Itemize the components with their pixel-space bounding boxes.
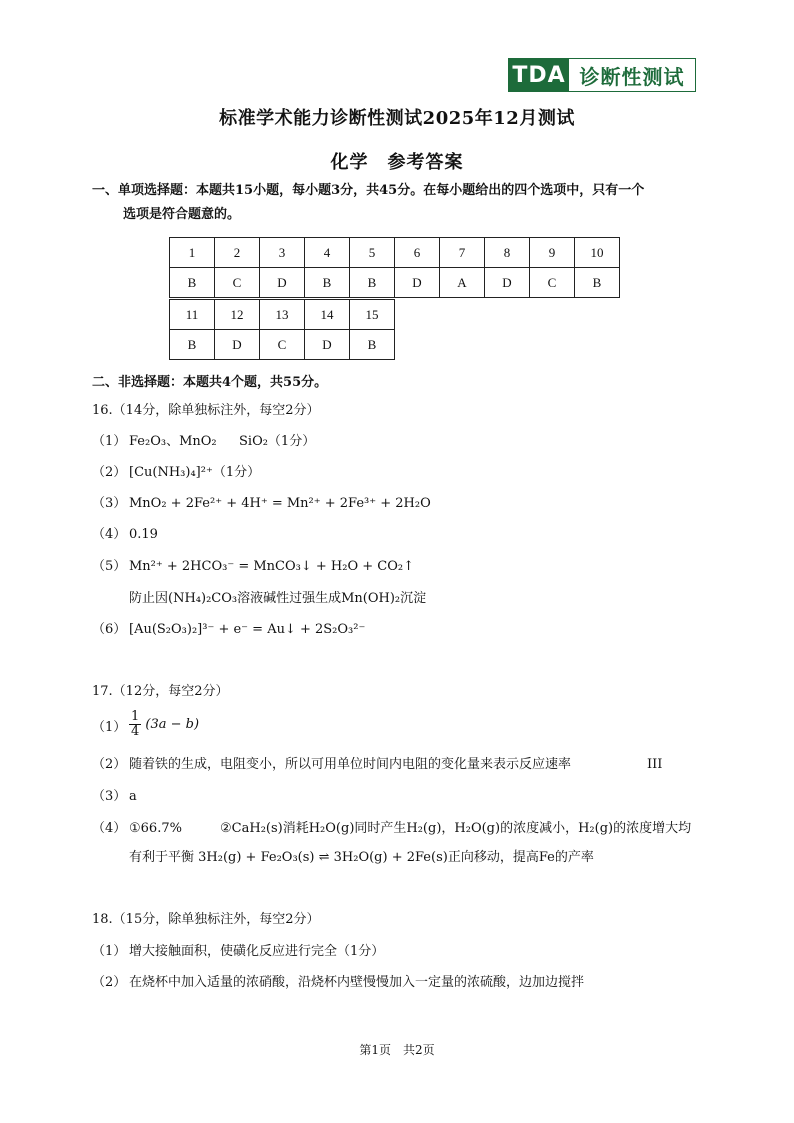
q16-answer-5-note: 防止因(NH₄)₂CO₃溶液碱性过强生成Mn(OH)₂沉淀 bbox=[129, 591, 427, 606]
q17-answer-2: 随着铁的生成，电阻变小，所以可用单位时间内电阻的变化量来表示反应速率 bbox=[129, 757, 572, 772]
fraction-denominator: 4 bbox=[131, 724, 140, 739]
section1-intro-line2: 选项是符合题意的。 bbox=[123, 207, 241, 222]
fraction bbox=[129, 710, 141, 739]
q17-answer-3: a bbox=[129, 789, 137, 804]
table-cell: 14 bbox=[305, 300, 350, 330]
logo-mark: TDA bbox=[509, 59, 569, 91]
q16-heading: 16.（14分，除单独标注外，每空2分） bbox=[92, 403, 320, 418]
table-cell: B bbox=[350, 330, 395, 360]
table-cell: 2 bbox=[215, 238, 260, 268]
table-cell: 4 bbox=[305, 238, 350, 268]
table-cell: 5 bbox=[350, 238, 395, 268]
q18-answer-1: 增大接触面积，使磺化反应进行完全（1分） bbox=[129, 944, 385, 959]
table-cell: 12 bbox=[215, 300, 260, 330]
table-cell: B bbox=[170, 268, 215, 298]
table-row-answers bbox=[170, 330, 395, 360]
table-cell: 6 bbox=[395, 238, 440, 268]
logo-text: 诊断性测试 bbox=[579, 64, 685, 89]
section1-intro-line1: 一、单项选择题：本题共15小题，每小题3分，共45分。在每小题给出的四个选项中，只有一个 bbox=[92, 183, 645, 198]
q18-answer-1-number: （1） bbox=[92, 944, 127, 959]
table-cell: 8 bbox=[485, 238, 530, 268]
table-cell: 9 bbox=[530, 238, 575, 268]
table-cell: C bbox=[215, 268, 260, 298]
table-cell: 11 bbox=[170, 300, 215, 330]
q16-answer-3: MnO₂ + 2Fe²⁺ + 4H⁺ = Mn²⁺ + 2Fe³⁺ + 2H₂O bbox=[129, 496, 431, 511]
table-cell: D bbox=[485, 268, 530, 298]
table-cell: 3 bbox=[260, 238, 305, 268]
table-cell: C bbox=[530, 268, 575, 298]
table-cell: 7 bbox=[440, 238, 485, 268]
answer-table-2 bbox=[169, 299, 395, 360]
q16-answer-6: [Au(S₂O₃)₂]³⁻ + e⁻ = Au↓ + 2S₂O₃²⁻ bbox=[129, 622, 366, 637]
page-title: 标准学术能力诊断性测试2025年12月测试 bbox=[219, 108, 575, 129]
q16-answer-1-number: （1） bbox=[92, 434, 127, 449]
table-cell: 1 bbox=[170, 238, 215, 268]
table-cell: D bbox=[215, 330, 260, 360]
q17-answer-3-number: （3） bbox=[92, 789, 127, 804]
q17-answer-4-line2: 有利于平衡 3H₂(g) + Fe₂O₃(s) ⇌ 3H₂O(g) + 2Fe(s)正向移动，提高Fe的产率 bbox=[129, 850, 594, 865]
q17-answer-1-number: （1） bbox=[92, 720, 127, 735]
table-cell: 15 bbox=[350, 300, 395, 330]
table-cell: A bbox=[440, 268, 485, 298]
table-cell: D bbox=[305, 330, 350, 360]
q18-answer-2-number: （2） bbox=[92, 975, 127, 990]
table-cell: D bbox=[260, 268, 305, 298]
fraction-numerator: 1 bbox=[131, 709, 140, 724]
answer-table-1 bbox=[169, 237, 620, 298]
q17-answer-1-expression: (3a − b) bbox=[145, 717, 200, 732]
table-cell: D bbox=[395, 268, 440, 298]
table-row-answers bbox=[170, 268, 620, 298]
table-cell: 13 bbox=[260, 300, 305, 330]
q16-answer-5: Mn²⁺ + 2HCO₃⁻ = MnCO₃↓ + H₂O + CO₂↑ bbox=[129, 559, 414, 574]
table-cell: 10 bbox=[575, 238, 620, 268]
q16-answer-3-number: （3） bbox=[92, 496, 127, 511]
q18-answer-2: 在烧杯中加入适量的浓硝酸，沿烧杯内壁慢慢加入一定量的浓硫酸，边加边搅拌 bbox=[129, 975, 585, 990]
table-cell: C bbox=[260, 330, 305, 360]
table-cell: B bbox=[350, 268, 395, 298]
q16-answer-4: 0.19 bbox=[129, 527, 158, 542]
q16-answer-5-number: （5） bbox=[92, 559, 127, 574]
q16-answer-4-number: （4） bbox=[92, 527, 127, 542]
q17-answer-4-part2: ②CaH₂(s)消耗H₂O(g)同时产生H₂(g)，H₂O(g)的浓度减小，H₂(g)的浓度增大均 bbox=[220, 821, 692, 836]
q17-heading: 17.（12分，每空2分） bbox=[92, 684, 229, 699]
q17-answer-2-number: （2） bbox=[92, 757, 127, 772]
section2-heading: 二、非选择题：本题共4个题，共55分。 bbox=[92, 375, 328, 390]
table-row-numbers bbox=[170, 238, 620, 268]
table-cell: B bbox=[575, 268, 620, 298]
q16-answer-2: [Cu(NH₃)₄]²⁺（1分） bbox=[129, 465, 261, 480]
q17-answer-1 bbox=[129, 710, 199, 739]
table-cell: B bbox=[170, 330, 215, 360]
q16-answer-1: Fe₂O₃、MnO₂ bbox=[129, 434, 217, 449]
q16-answer-6-number: （6） bbox=[92, 622, 127, 637]
q17-answer-2-right: III bbox=[647, 757, 663, 772]
tda-logo bbox=[508, 58, 696, 92]
page-footer: 第1页 共2页 bbox=[359, 1043, 435, 1057]
q16-answer-1-right: SiO₂（1分） bbox=[239, 434, 316, 449]
q18-heading: 18.（15分，除单独标注外，每空2分） bbox=[92, 912, 320, 927]
table-row-numbers bbox=[170, 300, 395, 330]
q16-answer-2-number: （2） bbox=[92, 465, 127, 480]
table-cell: B bbox=[305, 268, 350, 298]
page-subtitle: 化学 参考答案 bbox=[330, 152, 464, 173]
q17-answer-4-number: （4） bbox=[92, 821, 127, 836]
q17-answer-4-part1: ①66.7% bbox=[129, 821, 182, 836]
